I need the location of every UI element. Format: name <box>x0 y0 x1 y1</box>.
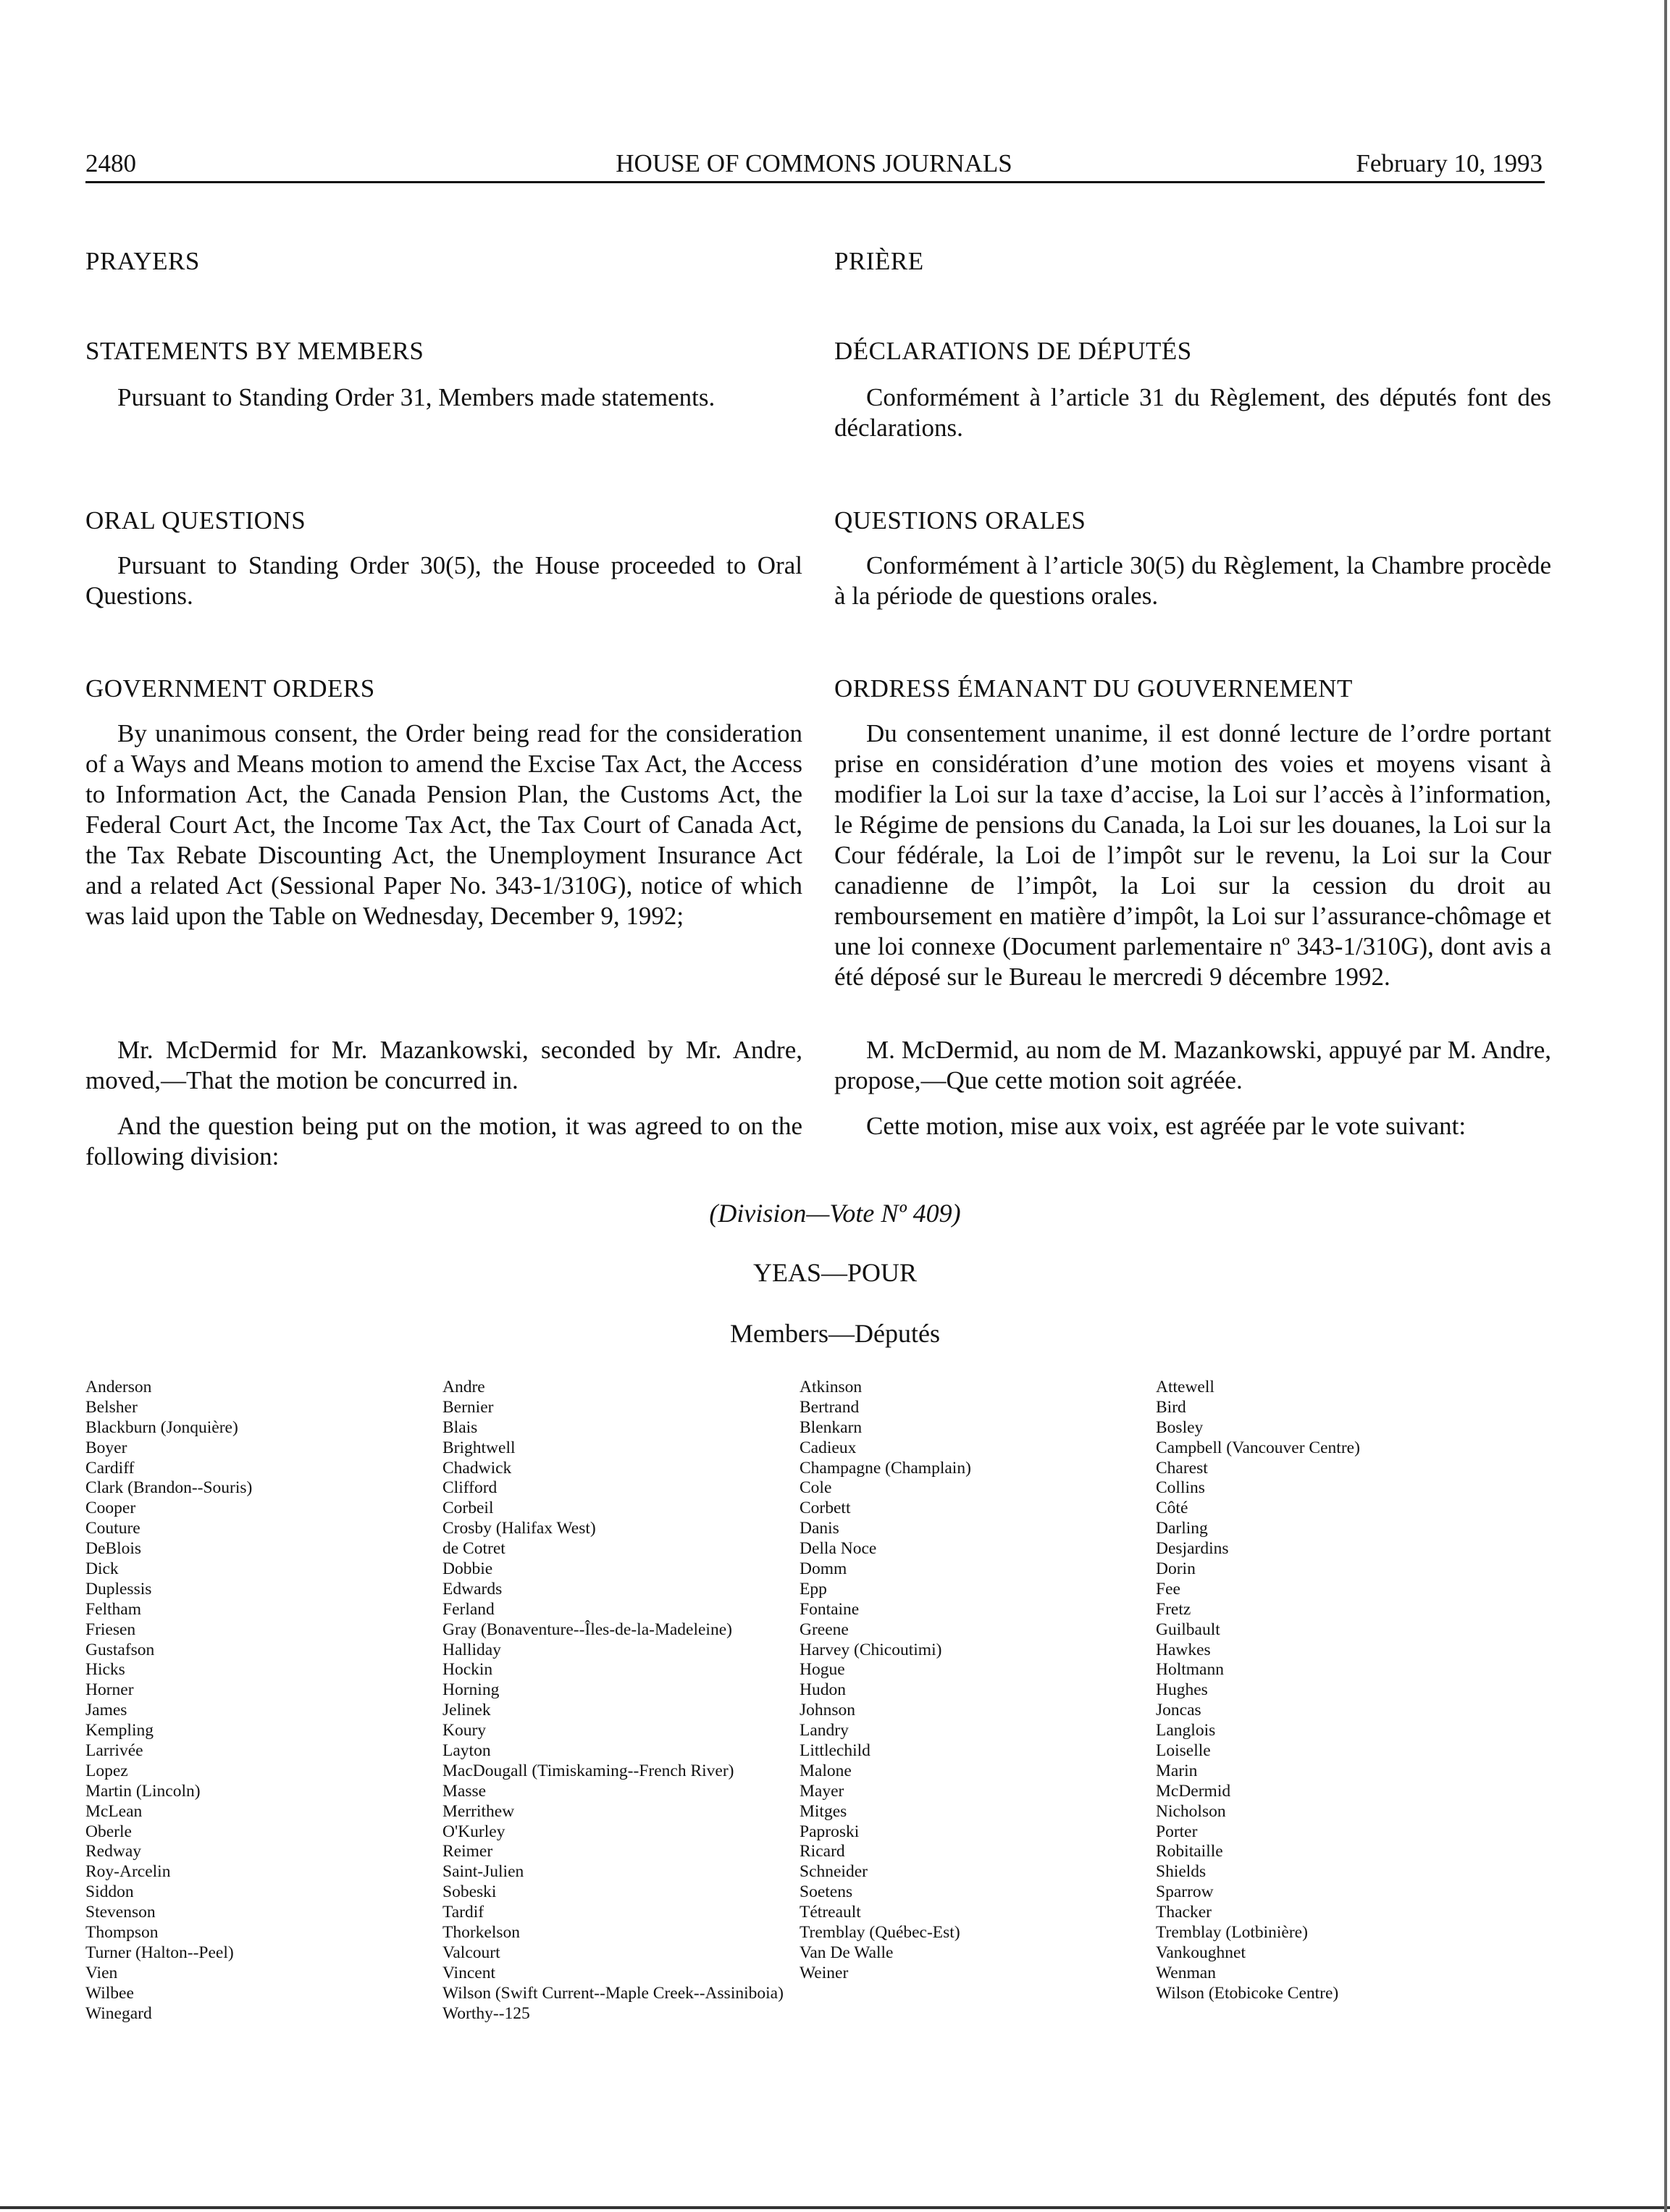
member-name: Corbett <box>800 1499 851 1518</box>
member-name: Epp <box>800 1579 827 1599</box>
member-name: Boyer <box>85 1438 127 1457</box>
member-name: Merrithew <box>442 1801 515 1821</box>
member-name: Couture <box>85 1519 140 1538</box>
member-name: Vankoughnet <box>1156 1943 1246 1962</box>
member-name: Halliday <box>442 1640 501 1659</box>
member-name: Holtmann <box>1156 1660 1224 1680</box>
member-name: Corbeil <box>442 1499 494 1518</box>
member-name: Duplessis <box>85 1579 152 1599</box>
member-name: Dick <box>85 1559 119 1579</box>
member-name: Tardif <box>442 1903 484 1922</box>
member-name: Porter <box>1156 1822 1198 1841</box>
member-name: Friesen <box>85 1620 136 1639</box>
member-name: Tremblay (Lotbinière) <box>1156 1923 1308 1943</box>
heading-statements-fr: DÉCLARATIONS DE DÉPUTÉS <box>834 337 1192 365</box>
member-name: Fretz <box>1156 1599 1191 1619</box>
member-name: Attewell <box>1156 1378 1214 1396</box>
member-name: Guilbault <box>1156 1620 1220 1639</box>
member-name: Gustafson <box>85 1640 155 1659</box>
member-name: Nicholson <box>1156 1801 1226 1821</box>
member-name: Siddon <box>85 1882 134 1902</box>
member-name: Cole <box>800 1478 832 1498</box>
member-name: Blais <box>442 1417 478 1437</box>
member-name: Atkinson <box>800 1378 863 1396</box>
statements-text-fr: Conformément à l’article 31 du Règlement, des députés font des déclarations. <box>834 383 1551 442</box>
member-name: Roy-Arcelin <box>85 1862 171 1882</box>
member-name: Sobeski <box>442 1882 497 1902</box>
member-name: Turner (Halton--Peel) <box>85 1943 234 1962</box>
member-name: Crosby (Halifax West) <box>442 1519 596 1538</box>
member-name: Edwards <box>442 1579 503 1599</box>
heading-oral-questions-en: ORAL QUESTIONS <box>85 506 306 535</box>
member-name: Cadieux <box>800 1438 857 1457</box>
vote-column-1 <box>85 1378 252 2024</box>
member-name: O'Kurley <box>442 1822 505 1841</box>
member-name: Stevenson <box>85 1903 156 1922</box>
government-orders-text-en-1: By unanimous consent, the Order being read for the consideration of a Ways and Means motion to amend the Excise Tax Act, the Access to Information Act, the Canada Pension Plan, the Customs Act, the Federal Court Act, the Income Tax Act, the Tax Court of Canada Act, the Tax Rebate Discounting Act, the Unemployment Insurance Act and a related Act (Sessional Paper No. 343-1/310G), notice of which was laid upon the Table on Wednesday, December 9, 1992; <box>85 719 802 930</box>
scan-bottom-edge <box>0 2206 1670 2209</box>
member-name: Darling <box>1156 1519 1208 1538</box>
member-name: Hicks <box>85 1660 125 1680</box>
vote-column-2 <box>442 1378 784 2024</box>
member-name: Fee <box>1156 1579 1180 1599</box>
member-name: Paproski <box>800 1822 860 1841</box>
member-name: Jelinek <box>442 1701 491 1720</box>
member-name: Soetens <box>800 1882 853 1902</box>
member-name: Della Noce <box>800 1539 877 1559</box>
member-name: DeBlois <box>85 1539 142 1559</box>
member-name: Vincent <box>442 1963 495 1982</box>
member-name: Harvey (Chicoutimi) <box>800 1640 942 1659</box>
member-name: Martin (Lincoln) <box>85 1781 201 1801</box>
member-name: Oberle <box>85 1822 132 1841</box>
member-name: Reimer <box>442 1842 493 1861</box>
member-name: Thacker <box>1156 1903 1212 1922</box>
member-name: Robitaille <box>1156 1842 1223 1861</box>
member-name: Blenkarn <box>800 1417 863 1437</box>
member-name: Thompson <box>85 1923 159 1943</box>
members-heading: Members—Députés <box>730 1319 940 1348</box>
member-name: Blackburn (Jonquière) <box>85 1417 238 1437</box>
member-name: James <box>85 1701 127 1720</box>
journal-title: HOUSE OF COMMONS JOURNALS <box>616 149 1012 177</box>
member-name: Weiner <box>800 1963 849 1982</box>
member-name: Chadwick <box>442 1458 512 1478</box>
member-name: Malone <box>800 1761 852 1780</box>
member-name: Marin <box>1156 1761 1198 1780</box>
member-name: Bertrand <box>800 1397 860 1417</box>
member-name: Brightwell <box>442 1438 516 1457</box>
member-name: Danis <box>800 1519 839 1538</box>
member-name: Saint-Julien <box>442 1862 524 1882</box>
member-name: Mayer <box>800 1781 844 1801</box>
member-name: Horning <box>442 1680 500 1700</box>
member-name: Tétreault <box>800 1903 861 1922</box>
heading-government-orders-en: GOVERNMENT ORDERS <box>85 674 375 703</box>
member-name: Dobbie <box>442 1559 493 1579</box>
heading-oral-questions-fr: QUESTIONS ORALES <box>834 506 1086 535</box>
member-name: Mitges <box>800 1801 847 1821</box>
member-name: Côté <box>1156 1499 1188 1518</box>
member-name: Ferland <box>442 1599 495 1619</box>
member-name: Bird <box>1156 1397 1186 1417</box>
member-name: Feltham <box>85 1599 142 1619</box>
member-name: Sparrow <box>1156 1882 1214 1902</box>
member-name: Bernier <box>442 1397 494 1417</box>
member-name: Masse <box>442 1781 487 1801</box>
member-name: Clark (Brandon--Souris) <box>85 1478 253 1498</box>
heading-government-orders-fr: ORDRESS ÉMANANT DU GOUVERNEMENT <box>834 674 1353 703</box>
government-orders-text-fr-3: Cette motion, mise aux voix, est agréée par le vote suivant: <box>866 1112 1467 1140</box>
member-name: Wenman <box>1156 1963 1216 1982</box>
oral-questions-text-en: Pursuant to Standing Order 30(5), the House proceeded to Oral Questions. <box>85 551 802 610</box>
member-name: McDermid <box>1156 1781 1231 1801</box>
scan-right-edge <box>1664 0 1667 2212</box>
member-name: Hudon <box>800 1680 846 1700</box>
member-name: de Cotret <box>442 1539 505 1559</box>
heading-prayers-en: PRAYERS <box>85 247 200 275</box>
member-name: Bosley <box>1156 1417 1204 1437</box>
member-name: Worthy--125 <box>442 2003 530 2023</box>
vote-column-4 <box>1156 1378 1360 2004</box>
yeas-heading: YEAS—POUR <box>752 1258 918 1287</box>
member-name: Shields <box>1156 1862 1207 1882</box>
member-name: Kempling <box>85 1721 154 1740</box>
member-name: Joncas <box>1156 1701 1201 1720</box>
member-name: Hockin <box>442 1660 493 1680</box>
member-name: Landry <box>800 1721 849 1740</box>
member-name: Lopez <box>85 1761 128 1780</box>
member-name: Loiselle <box>1156 1741 1211 1761</box>
government-orders-text-en-3: And the question being put on the motion, it was agreed to on the following division: <box>85 1112 802 1170</box>
member-name: Redway <box>85 1842 142 1861</box>
member-name: Domm <box>800 1559 847 1579</box>
member-name: Johnson <box>800 1701 856 1720</box>
member-name: MacDougall (Timiskaming--French River) <box>442 1761 734 1780</box>
member-name: Desjardins <box>1156 1539 1229 1559</box>
member-name: Van De Walle <box>800 1943 894 1962</box>
member-name: Hogue <box>800 1660 845 1680</box>
oral-questions-text-fr: Conformément à l’article 30(5) du Règlement, la Chambre procède à la période de questions orales. <box>834 551 1551 610</box>
member-name: Littlechild <box>800 1741 870 1761</box>
member-name: Dorin <box>1156 1559 1196 1579</box>
member-name: Belsher <box>85 1397 138 1417</box>
government-orders-text-en-2: Mr. McDermid for Mr. Mazankowski, seconded by Mr. Andre, moved,—That the motion be concurred in. <box>85 1036 802 1094</box>
member-name: Campbell (Vancouver Centre) <box>1156 1438 1360 1457</box>
member-name: Wilson (Swift Current--Maple Creek--Assiniboia) <box>442 1983 784 2003</box>
member-name: Hughes <box>1156 1680 1208 1700</box>
member-name: Greene <box>800 1620 849 1639</box>
member-name: Cooper <box>85 1499 136 1518</box>
member-name: Wilbee <box>85 1983 134 2003</box>
member-name: Hawkes <box>1156 1640 1211 1659</box>
member-name: Wilson (Etobicoke Centre) <box>1156 1983 1339 2003</box>
member-name: Andre <box>442 1378 485 1396</box>
member-name: Layton <box>442 1741 491 1761</box>
member-name: Langlois <box>1156 1721 1216 1740</box>
member-name: Larrivée <box>85 1741 143 1761</box>
member-name: Collins <box>1156 1478 1205 1498</box>
vote-column-3 <box>800 1378 971 1984</box>
member-name: Charest <box>1156 1458 1208 1478</box>
member-name: Winegard <box>85 2003 152 2023</box>
member-name: Fontaine <box>800 1599 860 1619</box>
header-rule <box>85 181 1545 183</box>
member-name: McLean <box>85 1801 143 1821</box>
member-name: Valcourt <box>442 1943 500 1962</box>
member-name: Thorkelson <box>442 1923 521 1943</box>
government-orders-text-fr-1: Du consentement unanime, il est donné lecture de l’ordre portant prise en considération d’une motion des voies et moyens visant à modifier la Loi sur la taxe d’accise, la Loi sur l’accès à l’information, le Régime de pensions du Canada, la Loi sur les douanes, la Loi sur la Cour fédérale, la Loi de l’impôt sur le revenu, la Loi sur la Cour canadienne de l’impôt, la Loi sur la cession du droit au remboursement en matière d’impôt, la Loi sur l’assurance-chômage et une loi connexe (Document parlementaire nº 343-1/310G), dont avis a été déposé sur le Bureau le mercredi 9 décembre 1992. <box>834 719 1551 991</box>
member-name: Gray (Bonaventure--Îles-de-la-Madeleine) <box>442 1620 732 1639</box>
member-name: Koury <box>442 1721 487 1740</box>
heading-prayers-fr: PRIÈRE <box>834 247 924 275</box>
member-name: Anderson <box>85 1378 152 1396</box>
member-name: Ricard <box>800 1842 845 1861</box>
page-header <box>85 149 1543 183</box>
journal-date: February 10, 1993 <box>1356 149 1543 177</box>
statements-text-en: Pursuant to Standing Order 31, Members made statements. <box>117 383 716 411</box>
heading-statements-en: STATEMENTS BY MEMBERS <box>85 337 424 365</box>
division-label-text: (Division—Vote Nº 409) <box>709 1199 961 1228</box>
member-name: Schneider <box>800 1862 868 1882</box>
member-name: Clifford <box>442 1478 498 1498</box>
member-name: Champagne (Champlain) <box>800 1458 971 1478</box>
member-name: Tremblay (Québec-Est) <box>800 1923 960 1943</box>
page-number: 2480 <box>85 149 136 177</box>
member-name: Horner <box>85 1680 134 1700</box>
member-name: Vien <box>85 1963 118 1982</box>
member-name: Cardiff <box>85 1458 135 1478</box>
government-orders-text-fr-2: M. McDermid, au nom de M. Mazankowski, appuyé par M. Andre, propose,—Que cette motion soit agréée. <box>834 1036 1551 1094</box>
division-label <box>0 1198 1670 1228</box>
